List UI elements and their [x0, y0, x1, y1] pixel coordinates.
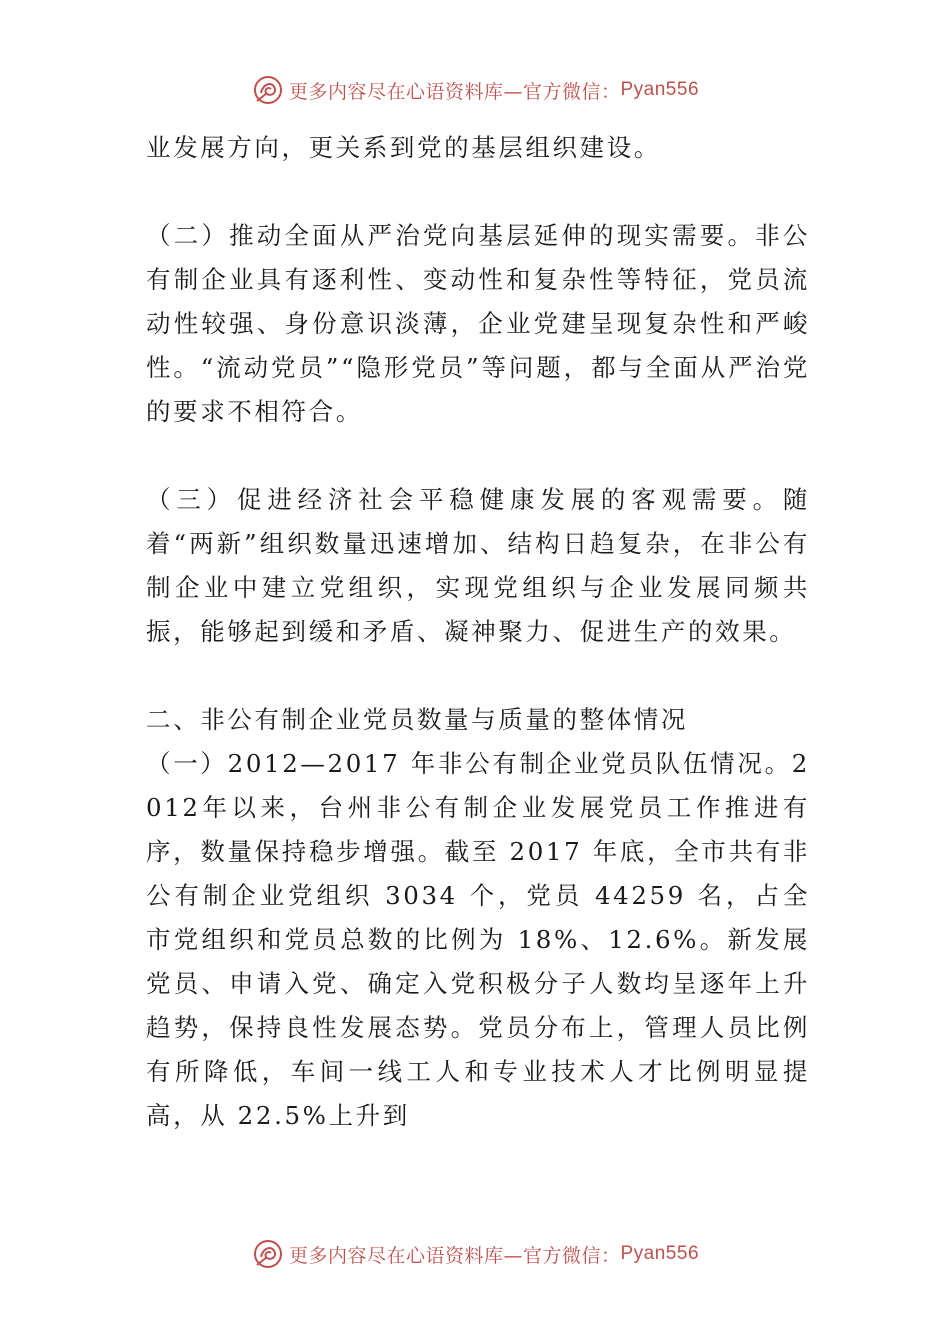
paragraph-section-3: （三）促进经济社会平稳健康发展的客观需要。随着“两新”组织数量迅速增加、结构日趋复杂，在非公有制企业中建立党组织，实现党组织与企业发展同频共振，能够起到缓和矛盾、凝神聚力、促进生产的效果。 — [146, 485, 810, 646]
header-watermark — [0, 70, 950, 110]
paragraph-continuation: 业发展方向，更关系到党的基层组织建设。 — [146, 133, 661, 162]
paragraph-subsection-1: （一）2012—2017 年非公有制企业党员队伍情况。2012年以来，台州非公有制企业发展党员工作推进有序，数量保持稳步增强。截至 2017 年底，全市共有非公有制企业党组织 3034 个，党员 44259 名，占全市党组织和党员总数的比例为 18%、12.6%。新发展党员、申请入党、确定入党积极分子人数均呈逐年上升趋势，保持良性发展态势。党员分布上，管理人员比例有所降低，车间一线工人和专业技术人才比例明显提高，从 22.5%上升到 — [146, 749, 810, 1130]
watermark-text: 更多内容尽在心语资料库—官方微信： — [288, 1244, 621, 1267]
document-body — [146, 126, 810, 1138]
section-heading-2: 二、非公有制企业党员数量与质量的整体情况 — [146, 705, 688, 734]
watermark-handle: Pyan556 — [620, 1243, 700, 1264]
rose-logo-icon — [251, 1237, 285, 1271]
rose-logo-icon — [251, 73, 285, 107]
watermark-text: 更多内容尽在心语资料库—官方微信： — [288, 80, 621, 103]
watermark-handle: Pyan556 — [620, 79, 700, 100]
footer-watermark — [0, 1234, 950, 1274]
paragraph-section-2: （二）推动全面从严治党向基层延伸的现实需要。非公有制企业具有逐利性、变动性和复杂性等特征，党员流动性较强、身份意识淡薄，企业党建呈现复杂性和严峻性。“流动党员”“隐形党员”等问题，都与全面从严治党的要求不相符合。 — [146, 221, 810, 426]
